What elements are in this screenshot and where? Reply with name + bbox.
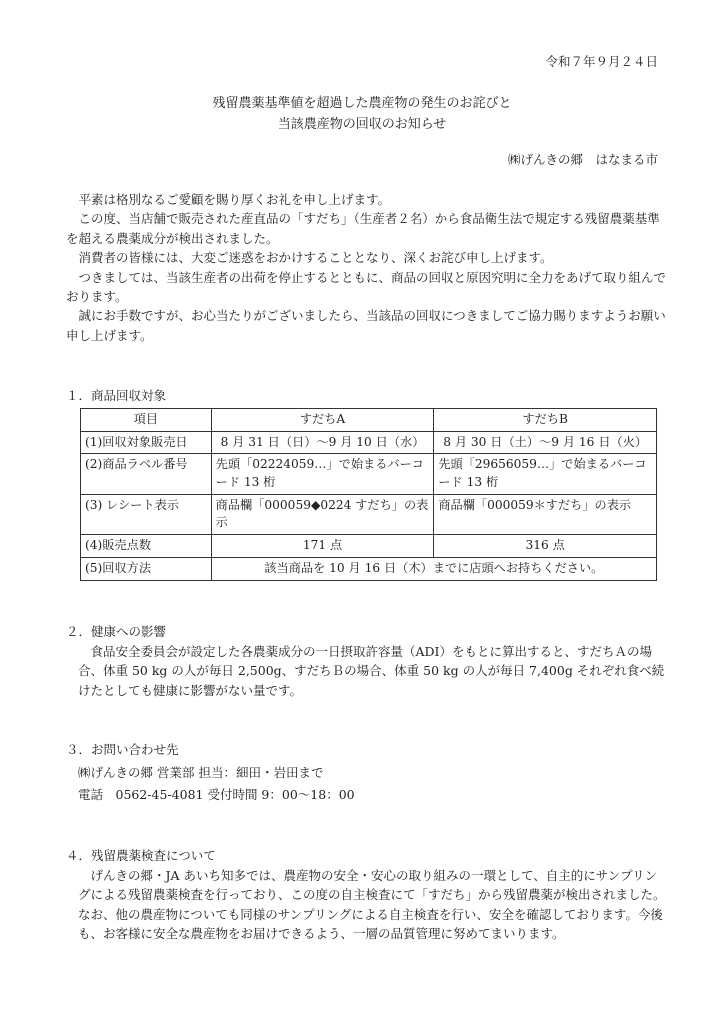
title-line-2: 当該農産物の回収のお知らせ xyxy=(277,116,447,132)
table-row xyxy=(81,431,657,454)
table-row xyxy=(81,454,657,494)
row-label: (1)回収対象販売日 xyxy=(81,431,212,454)
intro-paragraph: この度、当店舗で販売された産直品の「すだち」（生産者２名）から食品衛生法で規定する残留農薬基準を超える農薬成分が検出されました。 xyxy=(66,211,660,246)
header-sudachi-a: すだちA xyxy=(211,409,434,432)
cell-a: 8 月 31 日（日）〜9 月 10 日（水） xyxy=(211,431,434,454)
recall-table xyxy=(80,408,657,581)
row-label: (4)販売点数 xyxy=(81,535,212,558)
cell-b: 8 月 30 日（土）〜9 月 16 日（火） xyxy=(434,431,657,454)
sender-name: ㈱げんきの郷 はなまる市 xyxy=(507,152,658,167)
table-row xyxy=(81,557,657,580)
row-label: (5)回収方法 xyxy=(81,557,212,580)
cell-b: 先頭「29656059…」で始まるバーコード 13 桁 xyxy=(434,454,657,494)
section2-heading: ２．健康への影響 xyxy=(66,624,167,639)
table-row xyxy=(81,494,657,534)
notice-date: 令和７年９月２４日 xyxy=(545,54,658,69)
header-item: 項目 xyxy=(81,409,212,432)
notice-title xyxy=(0,94,724,136)
section4-heading: ４．残留農薬検査について xyxy=(66,848,216,863)
section4-body xyxy=(78,866,666,944)
intro-paragraph: 消費者の皆様には、大変ご迷惑をおかけすることとなり、深くお詫び申し上げます。 xyxy=(78,250,553,266)
cell-method: 該当商品を 10 月 16 日（木）までに店頭へお持ちください。 xyxy=(211,557,656,580)
cell-a: 先頭「02224059…」で始まるバーコード 13 桁 xyxy=(211,454,434,494)
intro-text xyxy=(66,190,666,345)
cell-a: 171 点 xyxy=(211,535,434,558)
cell-b: 316 点 xyxy=(434,535,657,558)
table-row xyxy=(81,535,657,558)
intro-paragraph: 誠にお手数ですが、お心当たりがございましたら、当該品の回収につきましてご協力賜りますようお願い申し上げます。 xyxy=(66,308,666,343)
cell-b: 商品欄「000059＊すだち」の表示 xyxy=(434,494,657,534)
intro-paragraph: 平素は格別なるご愛顧を賜り厚くお礼を申し上げます。 xyxy=(78,192,391,207)
section3-heading: ３．お問い合わせ先 xyxy=(66,742,179,757)
contact-phone: 電話 0562-45-4081 受付時間 9：00〜18：00 xyxy=(78,786,355,802)
table-header-row xyxy=(81,409,657,432)
title-line-1: 残留農薬基準値を超過した農産物の発生のお詫びと xyxy=(212,96,512,111)
section2-text: 食品安全委員会が設定した各農薬成分の一日摂取許容量（ADI）をもとに算出すると、すだちＡの場合、体重 50 kg の人が毎日 2,500g、すだちＢの場合、体重 50 kg の人が毎日 7,400g それぞれ食べ続けたとしても健康に影響がない量です。 xyxy=(78,644,665,698)
intro-paragraph: つきましては、当該生産者の出荷を停止するとともに、商品の回収と原因究明に全力をあげて取り組んでおります。 xyxy=(66,269,667,304)
cell-a: 商品欄「000059◆0224 すだち」の表示 xyxy=(211,494,434,534)
row-label: (2)商品ラベル番号 xyxy=(81,454,212,494)
contact-info xyxy=(78,762,666,806)
row-label: (3) レシート表示 xyxy=(81,494,212,534)
header-sudachi-b: すだちB xyxy=(434,409,657,432)
section4-text: げんきの郷・JA あいち知多では、農産物の安全・安心の取り組みの一環として、自主的にサンプリングによる残留農薬検査を行っており、この度の自主検査にて「すだち」から残留農薬が検出されました。なお、他の農産物についても同様のサンプリングによる自主検査を行い、安全を確認しております。今後も、お客様に安全な農産物をお届けできるよう、一層の品質管理に努めてまいります。 xyxy=(78,868,666,942)
section2-body xyxy=(78,642,666,700)
section1-heading: １．商品回収対象 xyxy=(66,388,167,403)
contact-department: ㈱げんきの郷 営業部 担当：細田・岩田まで xyxy=(78,765,324,780)
